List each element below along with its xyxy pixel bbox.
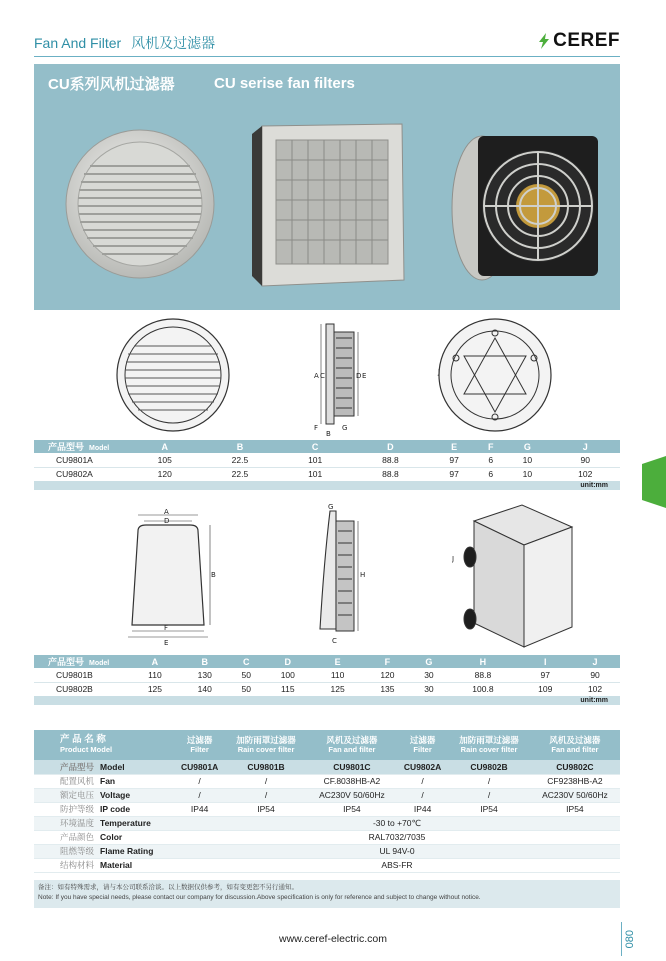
col-header: D [350,440,431,453]
cell: 50 [230,682,263,696]
spec-cell: IP44 [397,802,448,816]
col-header: H [446,655,521,668]
page-number: 080 [624,930,636,949]
spec-cell-merged: UL 94V-0 [174,844,620,858]
spec-header-col: 加防雨罩过滤器 Rain cover filter [225,730,307,760]
dim-label-d: D [356,372,362,380]
spec-row-color [34,830,620,844]
col-header: B [180,655,230,668]
spec-row-flame-rating [34,844,620,858]
col-header: J [570,655,620,668]
col-header: G [412,655,445,668]
round-filter-back-drawing [436,316,554,434]
dim-label-j: J [452,555,455,563]
cell: 30 [412,682,445,696]
spec-header-col: 加防雨罩过滤器 Rain cover filter [448,730,530,760]
cell: 120 [380,669,395,680]
spec-cell: / [174,774,225,788]
spec-row-label: 防护等级 IP code [34,802,174,816]
dim-label-f: F [164,624,169,632]
cell: 102 [551,467,620,481]
cell: 101 [280,467,349,481]
round-filter-photo [62,126,218,282]
hero-title-en: CU serise fan filters [214,75,355,92]
spec-cell: / [225,774,307,788]
dim-label-j: J [438,368,441,376]
header-divider [34,56,620,57]
side-tab-marker [642,456,666,508]
lightning-logo-icon [537,33,551,49]
hero-banner [34,64,620,310]
cell: 50 [241,669,251,680]
spec-cell: / [225,788,307,802]
cell: 22.5 [231,454,249,465]
spec-header-col: 过滤器 Filter [397,730,448,760]
brand-logo [537,30,620,52]
spec-cell: CF.8038HB-A2 [307,774,397,788]
header-model: 产品型号 Model [34,440,130,453]
table-row [34,682,620,696]
spec-row-temperature [34,816,620,830]
spec-row-ip-code [34,802,620,816]
spec-row-fan [34,774,620,788]
spec-row-label: 产品颜色 Color [34,830,174,844]
col-header: E [313,655,363,668]
dim-label-c: C [332,637,337,645]
cell: 97 [449,454,459,465]
spec-cell: / [174,788,225,802]
cell: 90 [590,669,600,680]
col-header: C [280,440,349,453]
cell-model: CU9802A [34,467,130,481]
dim-label-a: A [164,508,169,516]
spec-header-col: 风机及过滤器 Fan and filter [530,730,620,760]
rain-cover-side-drawing [314,501,378,647]
dim-label-b: B [326,430,331,436]
spec-row-label: 阻燃等级 Flame Rating [34,844,174,858]
cell: 110 [148,669,162,680]
col-header: G [504,440,550,453]
spec-row-label: 结构材料 Material [34,858,174,872]
col-header: D [263,655,313,668]
spec-cell: / [397,774,448,788]
spec-cell: IP54 [307,802,397,816]
spec-cell: CF9238HB-A2 [530,774,620,788]
cell: 101 [308,454,323,465]
cell: 97 [540,669,550,680]
col-header: C [230,655,263,668]
spec-row-voltage [34,788,620,802]
cell: 105 [157,454,172,465]
cell: 30 [424,669,434,680]
cell: 100 [280,669,295,680]
cell: 125 [313,682,363,696]
dim-label-c: C [320,372,325,380]
cell: 88.8 [474,669,492,680]
dim-label-g: G [342,424,348,432]
footnote [38,883,481,903]
col-header: B [199,440,280,453]
cell-model: CU9801B [56,669,93,680]
spec-cell: CU9801B [225,760,307,774]
fan-filter-photo [442,126,606,286]
dim-label-g: G [328,503,334,511]
cell: 120 [130,467,199,481]
cell: 88.8 [350,467,431,481]
footer-website: www.ceref-electric.com [279,933,387,945]
col-header: J [551,440,620,453]
table-row [34,453,620,467]
spec-cell: IP54 [530,802,620,816]
cell: 6 [477,467,504,481]
spec-header-col: 过滤器 Filter [174,730,225,760]
cell: 140 [180,682,230,696]
spec-cell: CU9802B [448,760,530,774]
dim-label-a: A [314,372,319,380]
square-filter-photo [248,120,408,290]
spec-cell-merged: ABS-FR [174,858,620,872]
dimension-table-a [34,440,620,490]
col-header: F [477,440,504,453]
spec-row-model [34,760,620,774]
dimension-table-b [34,655,620,705]
cell: 97 [431,467,477,481]
cell: 102 [570,682,620,696]
table-row [34,668,620,682]
spec-cell: CU9801C [307,760,397,774]
spec-cell-merged: -30 to +70℃ [174,816,620,830]
header-title-cn: 风机及过滤器 [131,35,216,51]
cell-model: CU9802B [34,682,130,696]
spec-header-row [34,730,620,760]
dim-label-e: E [164,639,169,647]
spec-row-label: 配置风机 Fan [34,774,174,788]
col-header: A [130,655,180,668]
spec-row-label: 环境温度 Temperature [34,816,174,830]
spec-cell: AC230V 50/60Hz [530,788,620,802]
round-filter-front-drawing [114,316,232,434]
spec-cell: AC230V 50/60Hz [307,788,397,802]
hero-title-cn: CU系列风机过滤器 [48,76,175,93]
dimension-drawings-b [34,497,620,652]
unit-label: unit:mm [34,481,620,490]
round-filter-side-drawing [312,318,374,436]
cell: 10 [522,454,533,465]
dim-label-h: H [360,571,366,579]
spec-cell: IP44 [174,802,225,816]
dimension-drawings-a [34,310,620,438]
page-number-divider [621,922,622,956]
spec-row-label: 额定电压 Voltage [34,788,174,802]
dim-label-b: B [211,571,216,579]
cell-model: CU9801A [56,454,93,465]
cell: 130 [197,669,212,680]
spec-header-product: 产 品 名 称 Product Model [34,730,174,760]
cell: 22.5 [199,467,280,481]
table-header-row [34,655,620,668]
dim-label-f: F [314,424,319,432]
col-header: E [431,440,477,453]
cell: 125 [130,682,180,696]
page-header-title [34,33,215,53]
spec-cell-merged: RAL7032/7035 [174,830,620,844]
cell: 6 [488,454,494,465]
cell: 88.8 [382,454,399,465]
spec-cell: IP54 [225,802,307,816]
cell: 135 [363,682,413,696]
table-row [34,467,620,481]
spec-row-material [34,858,620,872]
unit-row [34,696,620,705]
cell: 110 [330,669,345,680]
cell: 109 [520,682,570,696]
header-title-en: Fan And Filter [34,35,122,51]
footnote-cn: 备注：如有特殊需求，请与本公司联系洽谈。以上数据仅供参考，如有变更恕不另行通知。 [38,884,298,891]
table-header-row [34,440,620,453]
footnote-en: Note: If you have special needs, please contact our company for discussion.Above specification is only for reference and subject to change without notice. [38,894,481,901]
col-header: A [130,440,199,453]
spec-row-label: 产品型号 Model [34,760,174,774]
spec-cell: CU9802A [397,760,448,774]
spec-cell: / [397,788,448,802]
cell: 115 [263,682,313,696]
spec-cell: / [448,774,530,788]
spec-cell: IP54 [448,802,530,816]
dim-label-e: E [362,372,367,380]
spec-header-col: 风机及过滤器 Fan and filter [307,730,397,760]
header-model: 产品型号 Model [34,655,130,668]
fan-box-iso-drawing [452,501,578,649]
cell: 90 [580,454,590,465]
dim-label-d: D [164,517,170,525]
cell: 10 [504,467,550,481]
spec-cell: CU9801A [174,760,225,774]
rain-cover-front-drawing [118,507,218,647]
cell: 100.8 [446,682,521,696]
unit-label: unit:mm [34,696,620,705]
col-header: I [520,655,570,668]
spec-cell: CU9802C [530,760,620,774]
product-spec-table [34,730,620,873]
col-header: F [363,655,413,668]
spec-cell: / [448,788,530,802]
unit-row [34,481,620,490]
logo-text: CEREF [553,30,620,51]
